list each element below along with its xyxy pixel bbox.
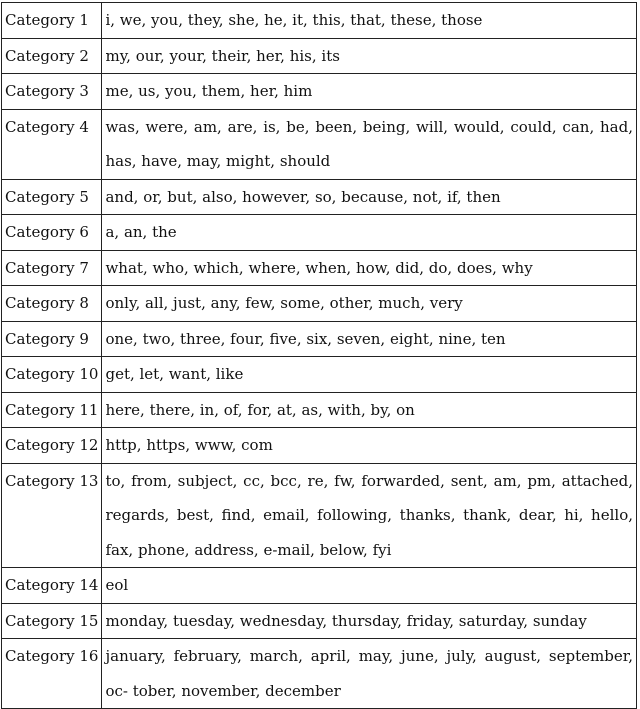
- category-label: Category 5: [2, 179, 102, 215]
- table-row: [2, 463, 637, 568]
- table-row: [2, 392, 637, 428]
- table-row: [2, 321, 637, 357]
- table-row: [2, 603, 637, 639]
- category-words: only, all, just, any, few, some, other, much, very: [102, 286, 637, 322]
- category-words: to, from, subject, cc, bcc, re, fw, forwarded, sent, am, pm, attached, regards, best, find, email, following, thanks, thank, dear, hi, hello, fax, phone, address, e-mail, below, fyi: [102, 463, 637, 568]
- category-label: Category 2: [2, 38, 102, 74]
- table-row: [2, 109, 637, 179]
- category-words: get, let, want, like: [102, 357, 637, 393]
- table-row: [2, 250, 637, 286]
- category-label: Category 14: [2, 568, 102, 604]
- category-label: Category 12: [2, 428, 102, 464]
- table-row: [2, 179, 637, 215]
- table-row: [2, 568, 637, 604]
- category-words: my, our, your, their, her, his, its: [102, 38, 637, 74]
- category-label: Category 13: [2, 463, 102, 568]
- category-words: eol: [102, 568, 637, 604]
- category-label: Category 7: [2, 250, 102, 286]
- category-words: me, us, you, them, her, him: [102, 74, 637, 110]
- category-label: Category 9: [2, 321, 102, 357]
- category-table: [1, 2, 637, 709]
- table-row: [2, 639, 637, 709]
- table-row: [2, 286, 637, 322]
- category-words: january, february, march, april, may, june, july, august, september, oc- tober, november, december: [102, 639, 637, 709]
- category-label: Category 1: [2, 3, 102, 39]
- category-label: Category 15: [2, 603, 102, 639]
- category-words: http, https, www, com: [102, 428, 637, 464]
- table-row: [2, 357, 637, 393]
- category-words: a, an, the: [102, 215, 637, 251]
- category-label: Category 16: [2, 639, 102, 709]
- category-words: monday, tuesday, wednesday, thursday, friday, saturday, sunday: [102, 603, 637, 639]
- category-words: i, we, you, they, she, he, it, this, that, these, those: [102, 3, 637, 39]
- category-label: Category 3: [2, 74, 102, 110]
- category-words: one, two, three, four, five, six, seven, eight, nine, ten: [102, 321, 637, 357]
- table-row: [2, 428, 637, 464]
- table-row: [2, 74, 637, 110]
- category-label: Category 11: [2, 392, 102, 428]
- category-label: Category 4: [2, 109, 102, 179]
- category-words: what, who, which, where, when, how, did, do, does, why: [102, 250, 637, 286]
- category-words: here, there, in, of, for, at, as, with, by, on: [102, 392, 637, 428]
- table-row: [2, 3, 637, 39]
- category-words: was, were, am, are, is, be, been, being, will, would, could, can, had, has, have, may, might, should: [102, 109, 637, 179]
- table-row: [2, 215, 637, 251]
- category-label: Category 6: [2, 215, 102, 251]
- category-words: and, or, but, also, however, so, because, not, if, then: [102, 179, 637, 215]
- category-label: Category 10: [2, 357, 102, 393]
- table-row: [2, 38, 637, 74]
- category-label: Category 8: [2, 286, 102, 322]
